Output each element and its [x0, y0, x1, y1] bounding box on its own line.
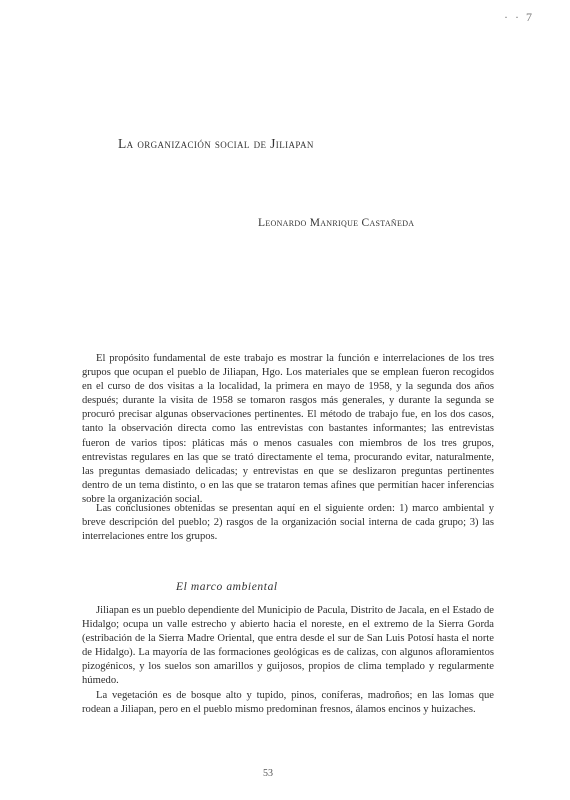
article-title: La organización social de Jiliapan [118, 136, 314, 151]
section-text [82, 604, 494, 717]
conclusions-text [82, 502, 494, 544]
paragraph: El propósito fundamental de este trabajo es mostrar la función e interrelaciones de los tres grupos que ocupan el pueblo de Jiliapan, Hgo. Los materiales que se emplean fueron recogidos en el curso de dos visitas a la localidad, la primera en mayo de 1958, y la segunda dos años después; durante la visita de 1958 se tomaron rasgos más generales, y durante la segunda se procuró precisar algunas observaciones pertinentes. El método de trabajo fue, en los dos casos, tanto la observación directa como las entrevistas con bastantes informantes; las entrevistas fueron de varios tipos: pláticas más o menos casuales con miembros de los tres grupos, entrevistas regulares en las que se trató directamente el tema, procurando evitar, naturalmente, las preguntas demasiado delicadas; y entrevistas en que se deslizaron preguntas pertinentes dentro de un tema distinto, o en las que se trataron temas afines que permitían hacer inferencias sobre la organización social. [82, 353, 494, 505]
section-heading: El marco ambiental [176, 581, 278, 593]
intro-text [82, 352, 494, 507]
page-mark: · · 7 [504, 10, 534, 24]
paragraph: Las conclusiones obtenidas se presentan aquí en el siguiente orden: 1) marco ambiental y breve descripción del pueblo; 2) rasgos de la organización social interna de cada grupo; 3) las interrelaciones entre los grupos. [82, 503, 494, 543]
paragraph: La vegetación es de bosque alto y tupido, pinos, coníferas, madroños; en las lomas que rodean a Jiliapan, pero en el pueblo mismo predominan fresnos, álamos encinos y huizaches. [82, 689, 494, 715]
paragraph: Jiliapan es un pueblo dependiente del Municipio de Pacula, Distrito de Jacala, en el Estado de Hidalgo; ocupa un valle estrecho y abierto hacia el noreste, en el extremo de la Sierra Gorda (estribación de la Sierra Madre Oriental, que entra desde el sur de San Luis Potosí hasta el norte de Hidalgo). La mayoría de las formaciones geológicas es de calizas, con algunos afloramientos pizogénicos, y los suelos son amarillos y guijosos, propios de clima templado y regularmente húmedo. [82, 605, 494, 687]
page-number: 53 [263, 768, 273, 779]
author-name: Leonardo Manrique Castañeda [258, 217, 415, 229]
